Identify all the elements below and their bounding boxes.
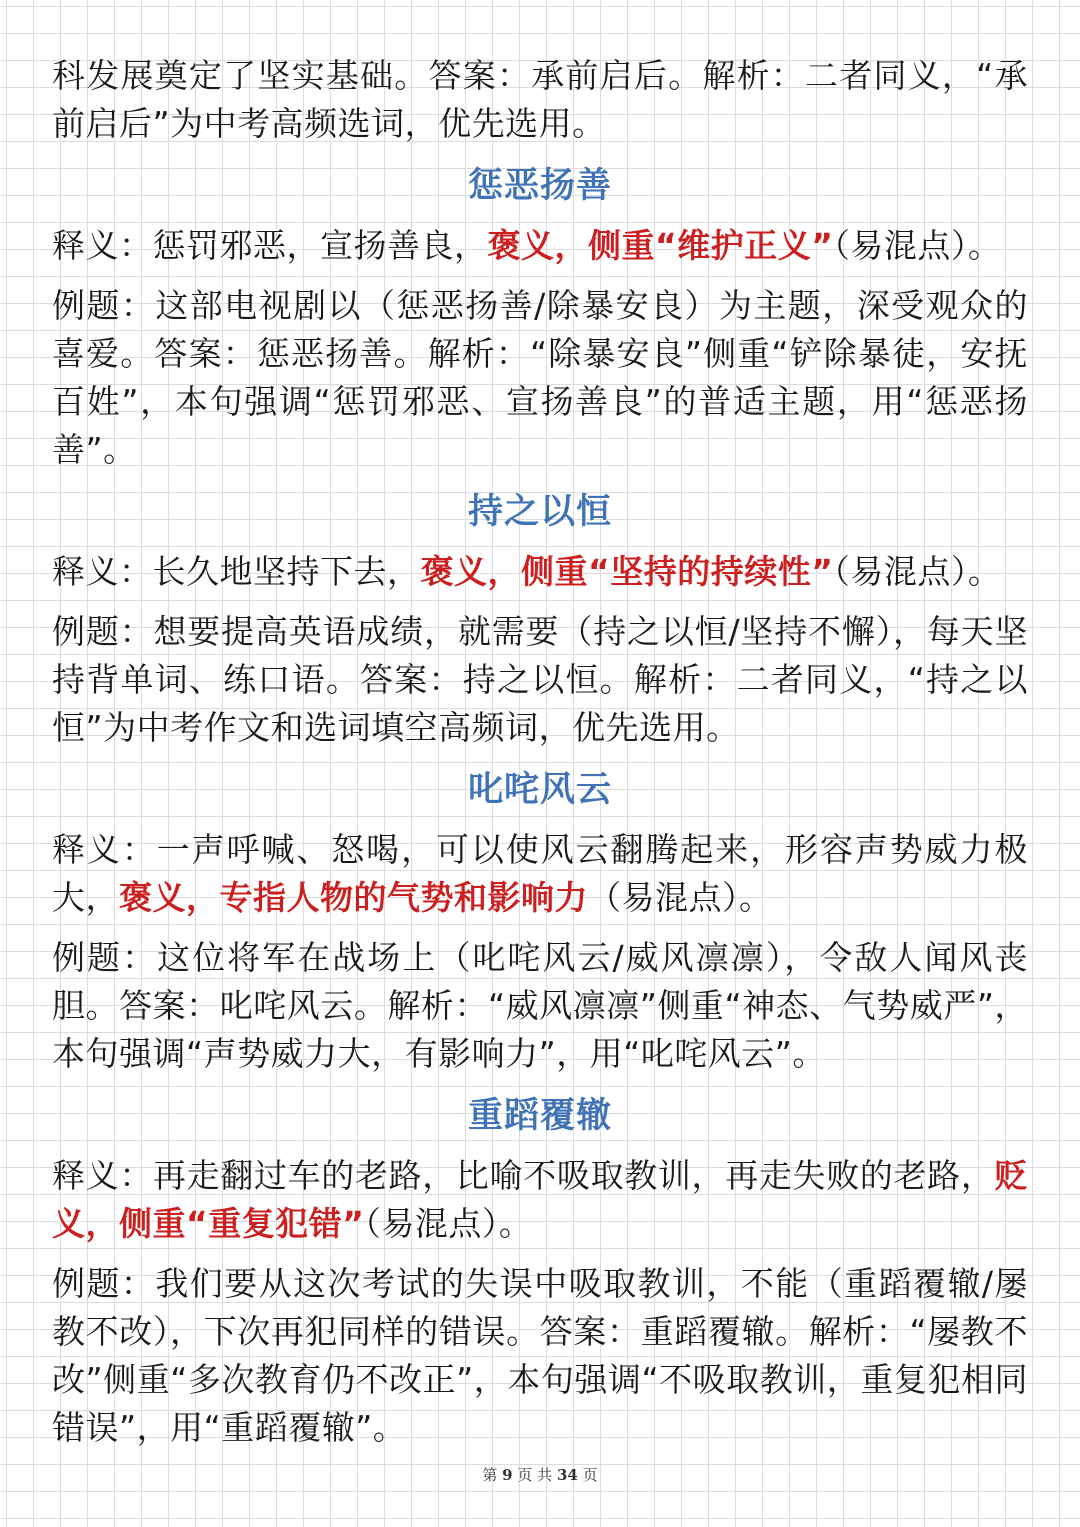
meaning-note: （易混点）。: [833, 226, 1002, 265]
idiom-title: 重蹈覆辙: [467, 1096, 612, 1136]
total-page-count: 34: [556, 1466, 578, 1484]
meaning-note: （易混点）。: [588, 878, 773, 917]
meaning-note: （易混点）。: [364, 1204, 533, 1243]
idiom-entry-chizhiyiheng: [52, 488, 1028, 752]
meaning-emphasis: 褒义，侧重“坚持的持续性”: [420, 552, 834, 591]
meaning-emphasis: 褒义，专指人物的气势和影响力: [119, 878, 588, 917]
page-number-footer: [0, 1464, 1080, 1485]
idiom-example: 例题：这位将军在战场上（叱咤风云/威风凛凛），令敌人闻风丧胆。答案：叱咤风云。解析：“威风凛凛”侧重“神态、气势威严”，本句强调“声势威力大，有影响力”，用“叱咤风云”。: [52, 938, 1028, 1073]
footer-middle: 页 共: [517, 1466, 553, 1484]
idiom-title: 持之以恒: [467, 492, 612, 532]
current-page-number: 9: [502, 1466, 513, 1484]
meaning-emphasis: 贬义，侧重“重复犯错”: [52, 1156, 1028, 1243]
idiom-title: 惩恶扬善: [467, 166, 612, 206]
meaning-note: （易混点）。: [833, 552, 1002, 591]
meaning-text: 释义：再走翻过车的老路，比喻不吸取教训，再走失败的老路，: [52, 1156, 995, 1195]
idiom-meaning: [52, 1152, 1028, 1248]
document-page: [52, 52, 1028, 1452]
meaning-text: 释义：长久地坚持下去，: [52, 552, 421, 591]
idiom-entry-chongdaofuzhe: [52, 1092, 1028, 1452]
footer-suffix: 页: [582, 1466, 598, 1484]
idiom-meaning: [52, 548, 1028, 596]
idiom-example: 例题：想要提高英语成绩，就需要（持之以恒/坚持不懈），每天坚持背单词、练口语。答案：持之以恒。解析：二者同义，“持之以恒”为中考作文和选词填空高频词，优先选用。: [52, 612, 1028, 747]
footer-prefix: 第: [482, 1466, 498, 1484]
idiom-example: 例题：这部电视剧以（惩恶扬善/除暴安良）为主题，深受观众的喜爱。答案：惩恶扬善。解析：“除暴安良”侧重“铲除暴徒，安抚百姓”，本句强调“惩罚邪恶、宣扬善良”的普适主题，用“惩恶扬善”。: [52, 286, 1028, 469]
idiom-entry-chengeyangshan: [52, 162, 1028, 474]
meaning-emphasis: 褒义，侧重“维护正义”: [487, 226, 834, 265]
meaning-text: 释义：惩罚邪恶，宣扬善良，: [52, 226, 488, 265]
idiom-example: 例题：我们要从这次考试的失误中吸取教训，不能（重蹈覆辙/屡教不改），下次再犯同样的错误。答案：重蹈覆辙。解析：“屡教不改”侧重“多次教育仍不改正”，本句强调“不吸取教训，重复犯相同错误”，用“重蹈覆辙”。: [52, 1264, 1028, 1447]
intro-paragraph: 科发展奠定了坚实基础。答案：承前启后。解析：二者同义，“承前启后”为中考高频选词，优先选用。: [52, 56, 1028, 143]
idiom-meaning: [52, 826, 1028, 922]
idiom-title: 叱咤风云: [467, 770, 612, 810]
idiom-entry-chizhafengyun: [52, 766, 1028, 1078]
meaning-text: 释义：一声呼喊、怒喝，可以使风云翻腾起来，形容声势威力极大，: [52, 830, 1028, 917]
idiom-meaning: [52, 222, 1028, 270]
